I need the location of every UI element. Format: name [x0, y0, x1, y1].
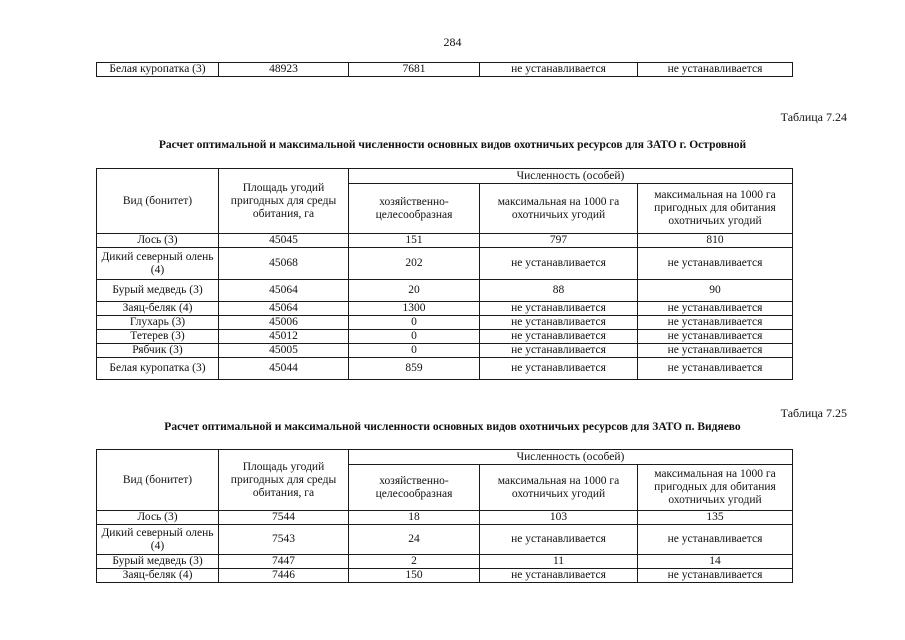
count-group-header: Численность (особей): [349, 169, 793, 184]
page-number: 284: [443, 35, 462, 49]
species-cell: Тетерев (3): [97, 330, 219, 344]
table-title-7-25: Расчет оптимальной и максимальной численности основных видов охотничьих ресурсов для ЗАТО п. Видяево: [164, 421, 741, 433]
economic-cell: 24: [349, 525, 480, 555]
table-row: [97, 248, 793, 280]
table-row: [97, 569, 793, 583]
economic-cell: 150: [349, 569, 480, 583]
species-cell: Белая куропатка (3): [97, 63, 219, 77]
species-cell: Заяц-беляк (4): [97, 569, 219, 583]
area-header: Площадь угодий пригодных для среды обитания, га: [219, 169, 349, 234]
economic-header: хозяйственно-целесообразная: [349, 184, 480, 234]
table-7-24: [96, 168, 793, 380]
species-cell: Бурый медведь (3): [97, 280, 219, 302]
species-cell: Дикий северный олень (4): [97, 525, 219, 555]
species-cell: Бурый медведь (3): [97, 555, 219, 569]
economic-cell: 7681: [349, 63, 480, 77]
max-habitat-cell: не устанавливается: [638, 525, 793, 555]
table-label-7-25: Таблица 7.25: [780, 406, 847, 420]
max-hunting-cell: не устанавливается: [480, 63, 638, 77]
area-cell: 45068: [219, 248, 349, 280]
max-habitat-header: максимальная на 1000 га пригодных для обитания охотничьих угодий: [638, 184, 793, 234]
max-hunting-cell: не устанавливается: [480, 330, 638, 344]
max-hunting-cell: не устанавливается: [480, 358, 638, 380]
economic-cell: 151: [349, 234, 480, 248]
table-row: [97, 344, 793, 358]
species-cell: Глухарь (3): [97, 316, 219, 330]
table-label-7-24: Таблица 7.24: [780, 110, 847, 124]
table-row: [97, 302, 793, 316]
max-hunting-cell: не устанавливается: [480, 316, 638, 330]
max-habitat-cell: не устанавливается: [638, 248, 793, 280]
area-cell: 7447: [219, 555, 349, 569]
max-habitat-cell: 14: [638, 555, 793, 569]
table-row: [97, 555, 793, 569]
area-cell: 45005: [219, 344, 349, 358]
max-habitat-cell: не устанавливается: [638, 358, 793, 380]
table-title-7-24: Расчет оптимальной и максимальной численности основных видов охотничьих ресурсов для ЗАТО г. Островной: [158, 139, 747, 151]
economic-cell: 1300: [349, 302, 480, 316]
table-7-25: [96, 449, 793, 583]
table-row: [97, 525, 793, 555]
species-cell: Рябчик (3): [97, 344, 219, 358]
area-cell: 45045: [219, 234, 349, 248]
table-row: [97, 511, 793, 525]
economic-header: хозяйственно-целесообразная: [349, 465, 480, 511]
economic-cell: 18: [349, 511, 480, 525]
max-habitat-header: максимальная на 1000 га пригодных для обитания охотничьих угодий: [638, 465, 793, 511]
header-row: [97, 169, 793, 184]
max-hunting-header: максимальная на 1000 га охотничьих угодий: [480, 465, 638, 511]
max-habitat-cell: 135: [638, 511, 793, 525]
max-habitat-cell: не устанавливается: [638, 344, 793, 358]
economic-cell: 0: [349, 316, 480, 330]
economic-cell: 202: [349, 248, 480, 280]
area-cell: 7544: [219, 511, 349, 525]
area-cell: 45006: [219, 316, 349, 330]
area-cell: 7446: [219, 569, 349, 583]
max-habitat-cell: не устанавливается: [638, 330, 793, 344]
table-row: [97, 280, 793, 302]
table-row: [97, 330, 793, 344]
max-hunting-cell: 11: [480, 555, 638, 569]
max-habitat-cell: не устанавливается: [638, 569, 793, 583]
species-header: Вид (бонитет): [97, 169, 219, 234]
max-hunting-cell: 103: [480, 511, 638, 525]
species-cell: Лось (3): [97, 511, 219, 525]
species-cell: Лось (3): [97, 234, 219, 248]
max-habitat-cell: не устанавливается: [638, 63, 793, 77]
species-header: Вид (бонитет): [97, 450, 219, 511]
economic-cell: 859: [349, 358, 480, 380]
area-cell: 45012: [219, 330, 349, 344]
max-hunting-cell: не устанавливается: [480, 344, 638, 358]
max-habitat-cell: не устанавливается: [638, 316, 793, 330]
max-habitat-cell: не устанавливается: [638, 302, 793, 316]
max-hunting-cell: не устанавливается: [480, 569, 638, 583]
count-group-header: Численность (особей): [349, 450, 793, 465]
area-cell: 45044: [219, 358, 349, 380]
header-row: [97, 450, 793, 465]
species-cell: Белая куропатка (3): [97, 358, 219, 380]
area-header: Площадь угодий пригодных для среды обитания, га: [219, 450, 349, 511]
continued-table-fragment: [96, 62, 793, 77]
table-row: [97, 358, 793, 380]
species-cell: Заяц-беляк (4): [97, 302, 219, 316]
max-hunting-header: максимальная на 1000 га охотничьих угодий: [480, 184, 638, 234]
max-hunting-cell: не устанавливается: [480, 248, 638, 280]
table-row: [97, 234, 793, 248]
economic-cell: 2: [349, 555, 480, 569]
max-hunting-cell: 797: [480, 234, 638, 248]
economic-cell: 20: [349, 280, 480, 302]
max-hunting-cell: 88: [480, 280, 638, 302]
max-habitat-cell: 810: [638, 234, 793, 248]
area-cell: 48923: [219, 63, 349, 77]
table-row: [97, 316, 793, 330]
area-cell: 45064: [219, 280, 349, 302]
table-row: [97, 63, 793, 77]
max-habitat-cell: 90: [638, 280, 793, 302]
economic-cell: 0: [349, 344, 480, 358]
max-hunting-cell: не устанавливается: [480, 302, 638, 316]
area-cell: 45064: [219, 302, 349, 316]
max-hunting-cell: не устанавливается: [480, 525, 638, 555]
area-cell: 7543: [219, 525, 349, 555]
economic-cell: 0: [349, 330, 480, 344]
species-cell: Дикий северный олень (4): [97, 248, 219, 280]
